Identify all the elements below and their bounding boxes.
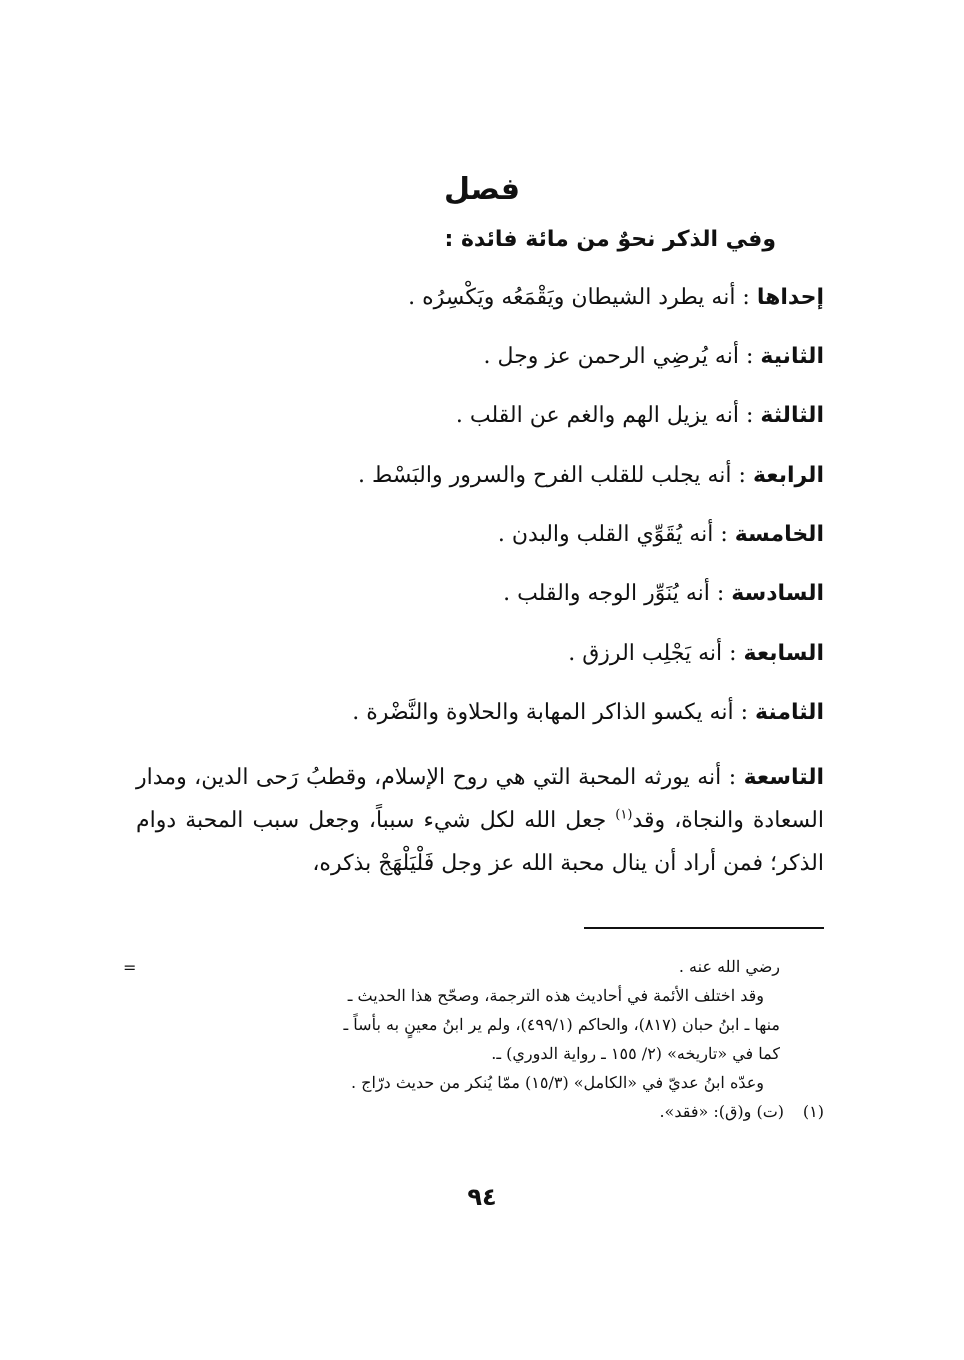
footnote-separator <box>584 927 824 929</box>
benefit-line <box>352 695 824 731</box>
footnote-reference[interactable]: (١) <box>615 807 633 823</box>
benefit-label: الثامنة <box>755 700 824 725</box>
benefit-paragraph <box>136 756 824 885</box>
benefit-label: إحداها <box>756 285 824 310</box>
chapter-title: فصل <box>444 172 520 207</box>
footnote-text: «فقد». <box>659 1102 714 1121</box>
footnote-line: كما في «تاريخه» (٢/ ١٥٥ ـ رواية الدوري) ـ. <box>491 1044 780 1063</box>
benefit-line <box>498 517 824 553</box>
footnote-line: منها ـ ابنُ حبان (٨١٧)، والحاكم (٤٩٩/١)، ولم ير ابنُ معينٍ به بأساً ـ <box>343 1015 780 1034</box>
benefit-line <box>568 636 824 672</box>
benefit-label: السادسة <box>731 581 824 606</box>
footnote-entry <box>124 1097 824 1126</box>
benefit-text: : أنه يُرضِي الرحمن عز وجل . <box>483 344 761 369</box>
benefit-text: : أنه يزيل الهم والغم عن القلب . <box>455 403 761 428</box>
benefit-text: : أنه يورثه المحبة التي هي روح الإسلام، وقطبُ رَحى الدين، ومدار السعادة والنجاة، وقد <box>136 765 824 833</box>
benefit-line <box>408 280 824 316</box>
benefit-line <box>358 458 824 494</box>
benefit-text: : أنه يُنَوِّر الوجه والقلب . <box>503 581 732 606</box>
benefit-text: : أنه يُقَوِّي القلب والبدن . <box>497 522 735 547</box>
benefit-label: الرابعة <box>752 463 824 488</box>
footnote-continuation-marker: = <box>123 958 137 977</box>
benefit-line <box>484 339 824 375</box>
benefit-text: : أنه يجلب للقلب الفرح والسرور والبَسْط . <box>358 463 753 488</box>
benefit-text: : أنه يَجْلِب الرزق . <box>568 641 744 666</box>
benefit-line <box>503 576 824 612</box>
chapter-intro: وفي الذكر نحوٌ من مائة فائدة : <box>444 227 776 252</box>
benefit-text: : أنه يكسو الذاكر المهابة والحلاوة والنَّضْرة . <box>352 700 755 725</box>
footnote-line: وقد اختلف الأئمة في أحاديث هذه الترجمة، وصحّح هذا الحديث ـ <box>347 986 764 1005</box>
page-number: ٩٤ <box>467 1183 497 1211</box>
footnote-number: (١) <box>802 1102 824 1121</box>
benefit-label: الخامسة <box>734 522 824 547</box>
benefit-label: الثالثة <box>760 403 824 428</box>
benefit-line <box>456 398 824 434</box>
benefit-label: التاسعة <box>743 765 824 790</box>
footnote-line: وعدّه ابنُ عديّ في «الكامل» (١٥/٣) ممّا يُنكر من حديث درّاج . <box>350 1073 764 1092</box>
footnote-line: رضي الله عنه . <box>678 957 780 976</box>
benefit-text: : أنه يطرد الشيطان ويَقْمَعُه ويَكْسِرُه . <box>408 285 757 310</box>
benefit-label: السابعة <box>743 641 824 666</box>
benefit-text-continued: جعل الله لكل شيء سبباً، وجعل سبب المحبة دوام الذكر؛ فمن أراد أن ينال محبة الله عز وجل فَلْيَلْهَجْ بذكره، <box>136 808 824 876</box>
benefit-label: الثانية <box>760 344 824 369</box>
footnote-sigla: (ت) و(ق): <box>713 1102 784 1121</box>
footnotes <box>124 952 824 1126</box>
